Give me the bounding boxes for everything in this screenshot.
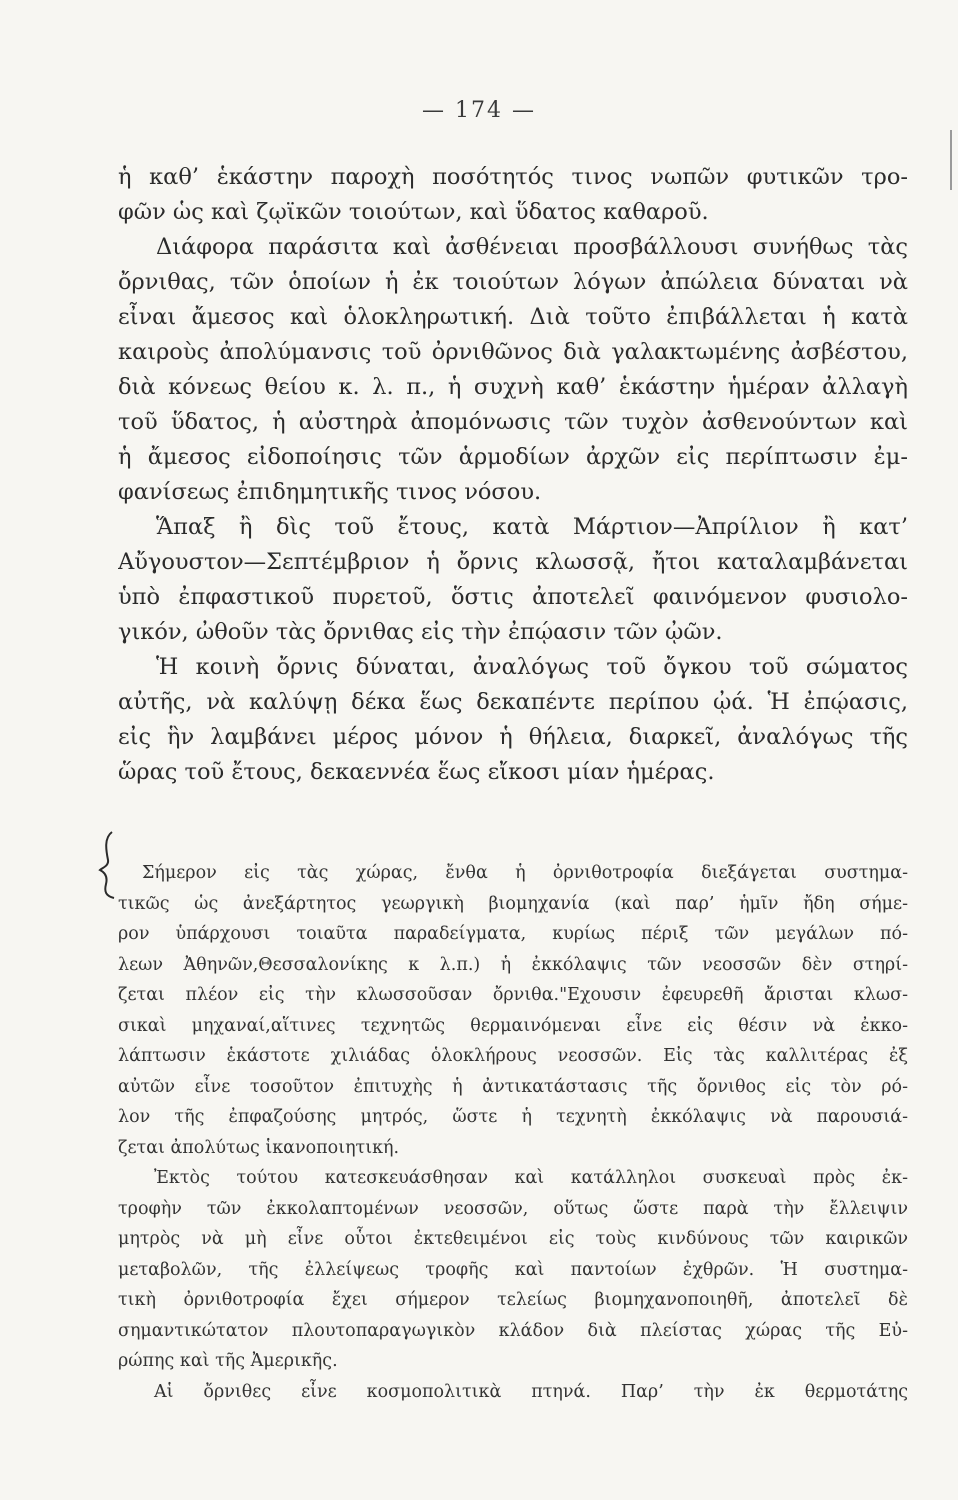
main-text-line: τοῦ ὕδατος, ἡ αὐστηρὰ ἀπομόνωσις τῶν τυχὸν ἀσθενούντων καὶ bbox=[118, 409, 908, 435]
footnote-text-line: Αἱ ὄρνιθες εἶνε κοσμοπολιτικὰ πτηνά. Παρ’ τὴν ἐκ θερμοτάτης bbox=[154, 1381, 908, 1402]
footnote-text-block bbox=[118, 858, 908, 1407]
footnote-text-line: ζεται ἀπολύτως ἱκανοποιητική. bbox=[118, 1137, 400, 1158]
page-edge-mark bbox=[950, 130, 952, 190]
footnote-text-line: ρον ὑπάρχουσι τοιαῦτα παραδείγματα, κυρίως πέριξ τῶν μεγάλων πό- bbox=[118, 924, 908, 944]
main-text-line: φῶν ὡς καὶ ζῳϊκῶν τοιούτων, καὶ ὕδατος καθαροῦ. bbox=[118, 199, 709, 225]
footnote-text-line: τικὴ ὀρνιθοτροφία ἔχει σήμερον τελείως βιομηχανοποιηθῆ, ἀποτελεῖ δὲ bbox=[118, 1290, 908, 1310]
footnote-text-line: ρώπης καὶ τῆς Ἀμερικῆς. bbox=[118, 1351, 338, 1371]
footnote-text-line: τικῶς ὡς ἀνεξάρτητος γεωργικὴ βιομηχανία (καὶ παρ’ ἡμῖν ἤδη σήμε- bbox=[118, 893, 908, 914]
main-text-line: καιροὺς ἀπολύμανσις τοῦ ὀρνιθῶνος διὰ γαλακτωμένης ἀσβέστου, bbox=[118, 339, 908, 365]
main-text-line: ἡ ἄμεσος εἰδοποίησις τῶν ἁρμοδίων ἀρχῶν εἰς περίπτωσιν ἐμ- bbox=[118, 444, 908, 470]
footnote-brace-mark bbox=[96, 830, 118, 900]
footnote-text-line: Σήμερον εἰς τὰς χώρας, ἔνθα ἡ ὀρνιθοτροφία διεξάγεται συστημα- bbox=[142, 863, 908, 883]
main-text-line: Αὔγουστον—Σεπτέμβριον ἡ ὄρνις κλωσσᾷ, ἤτοι καταλαμβάνεται bbox=[118, 549, 908, 575]
footnote-text-line: σικαὶ μηχαναί,αἵτινες τεχνητῶς θερμαινόμεναι εἶνε εἰς θέσιν νὰ ἐκκο- bbox=[118, 1015, 908, 1036]
main-text-line: εἰς ἣν λαμβάνει μέρος μόνον ἡ θήλεια, διαρκεῖ, ἀναλόγως τῆς bbox=[118, 724, 908, 750]
footnote-text-line: σημαντικώτατον πλουτοπαραγωγικὸν κλάδον διὰ πλείστας χώρας τῆς Εὐ- bbox=[118, 1320, 908, 1341]
footnote-text-line: τροφὴν τῶν ἐκκολαπτομένων νεοσσῶν, οὕτως ὥστε παρὰ τὴν ἔλλειψιν bbox=[118, 1198, 908, 1219]
main-text-line: Ἅπαξ ἢ δὶς τοῦ ἔτους, κατὰ Μάρτιον—Ἀπρίλιον ἢ κατ’ bbox=[156, 514, 908, 540]
main-text-line: φανίσεως ἐπιδημητικῆς τινος νόσου. bbox=[118, 479, 542, 505]
footnote-text-line: λάπτωσιν ἑκάστοτε χιλιάδας ὁλοκλήρους νεοσσῶν. Εἰς τὰς καλλιτέρας ἐξ bbox=[118, 1046, 908, 1066]
main-text-line: διὰ κόνεως θείου κ. λ. π., ἡ συχνὴ καθ’ ἑκάστην ἡμέραν ἀλλαγὴ bbox=[118, 374, 908, 400]
footnote-text-line: Ἐκτὸς τούτου κατεσκευάσθησαν καὶ κατάλληλοι συσκευαὶ πρὸς ἐκ- bbox=[154, 1168, 908, 1188]
main-text-line: Ἡ κοινὴ ὄρνις δύναται, ἀναλόγως τοῦ ὄγκου τοῦ σώματος bbox=[156, 654, 908, 680]
main-text-line: ἡ καθ’ ἑκάστην παροχὴ ποσότητός τινος νωπῶν φυτικῶν τρο- bbox=[118, 164, 908, 190]
page-number: — 174 — bbox=[422, 98, 536, 123]
footnote-text-line: αὐτῶν εἶνε τοσοῦτον ἐπιτυχὴς ἡ ἀντικατάστασις τῆς ὄρνιθος εἰς τὸν ρό- bbox=[118, 1076, 908, 1097]
main-text-line: αὐτῆς, νὰ καλύψῃ δέκα ἕως δεκαπέντε περίπου ᾠά. Ἡ ἐπῴασις, bbox=[118, 689, 908, 715]
main-text-line: εἶναι ἄμεσος καὶ ὁλοκληρωτική. Διὰ τοῦτο ἐπιβάλλεται ἡ κατὰ bbox=[118, 304, 908, 330]
main-text-line: ὑπὸ ἐπφαστικοῦ πυρετοῦ, ὅστις ἀποτελεῖ φαινόμενον φυσιολο- bbox=[118, 584, 908, 610]
footnote-text-line: λον τῆς ἐπφαζούσης μητρός, ὥστε ἡ τεχνητὴ ἐκκόλαψις νὰ παρουσιά- bbox=[118, 1107, 908, 1127]
footnote-text-line: ζεται πλέον εἰς τὴν κλωσσοῦσαν ὄρνιθα."Εχουσιν ἐφευρεθῆ ἄρισται κλωσ- bbox=[118, 985, 908, 1005]
footnote-text-line: λεων Ἀθηνῶν,Θεσσαλονίκης κ λ.π.) ἡ ἐκκόλαψις τῶν νεοσσῶν δὲν στηρί- bbox=[118, 954, 908, 975]
main-text-line: ὄρνιθας, τῶν ὁποίων ἡ ἐκ τοιούτων λόγων ἀπώλεια δύναται νὰ bbox=[118, 269, 908, 295]
footnote-text-line: μεταβολῶν, τῆς ἐλλείψεως τροφῆς καὶ παντοίων ἐχθρῶν. Ἡ συστημα- bbox=[118, 1259, 908, 1280]
main-text-line: ὥρας τοῦ ἔτους, δεκαεννέα ἕως εἴκοσι μίαν ἡμέρας. bbox=[118, 759, 715, 785]
main-text-line: Διάφορα παράσιτα καὶ ἀσθένειαι προσβάλλουσι συνήθως τὰς bbox=[156, 234, 908, 260]
main-text-line: γικόν, ὠθοῦν τὰς ὄρνιθας εἰς τὴν ἐπῴασιν τῶν ᾠῶν. bbox=[118, 619, 723, 645]
footnote-text-line: μητρὸς νὰ μὴ εἶνε οὗτοι ἐκτεθειμένοι εἰς τοὺς κινδύνους τῶν καιρικῶν bbox=[118, 1229, 908, 1249]
main-text-block bbox=[118, 160, 908, 790]
